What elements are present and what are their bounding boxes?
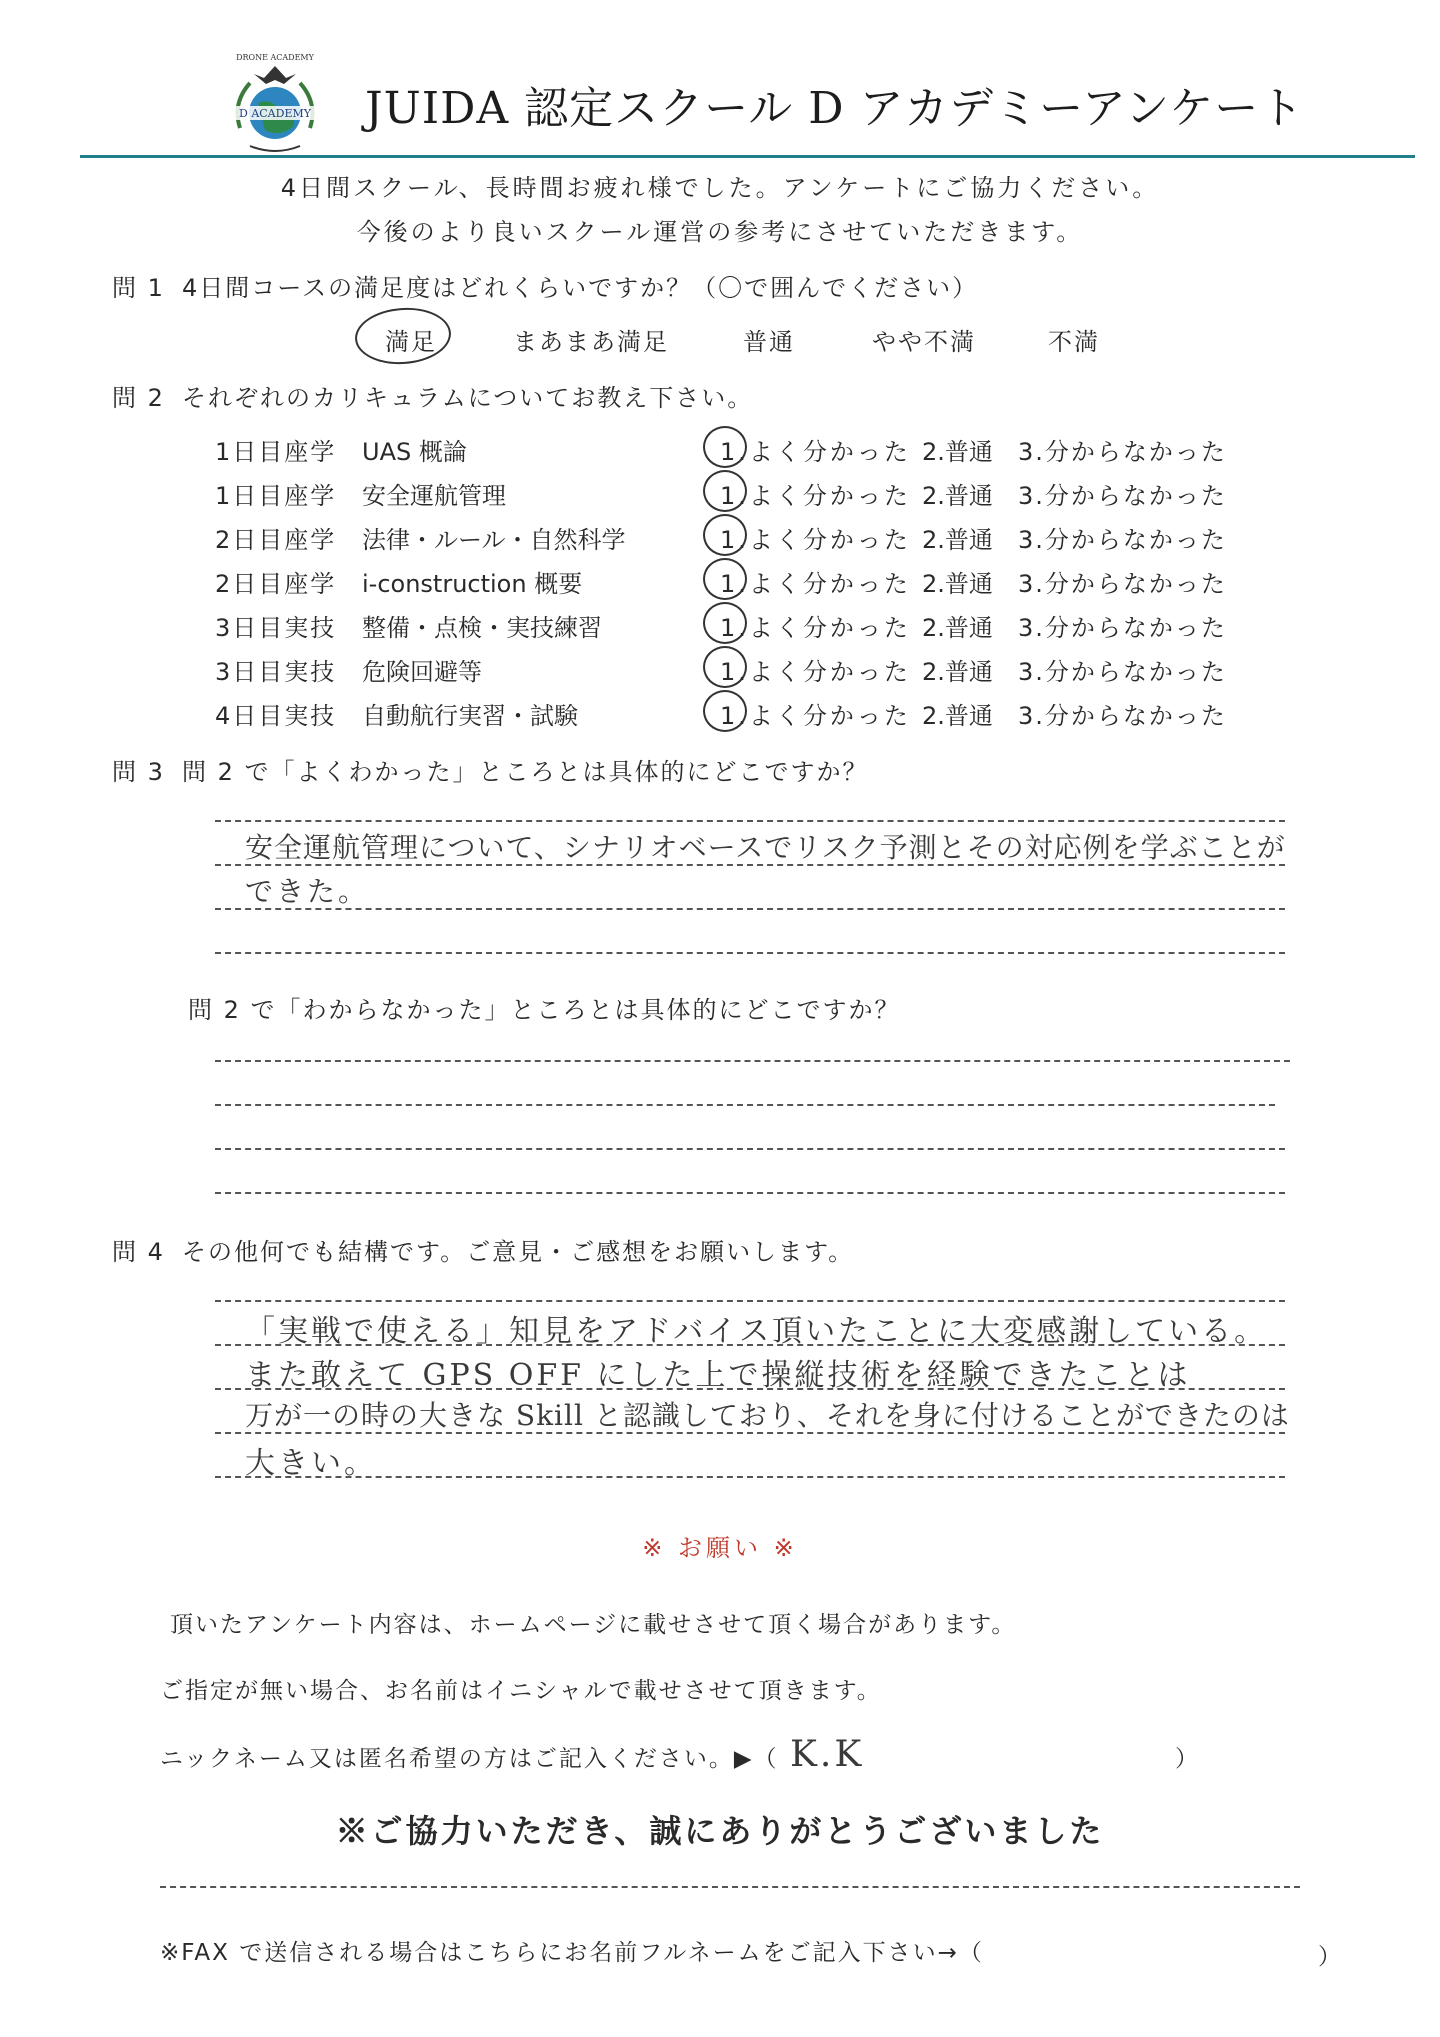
q3-text: 問 2 で「よくわかった」ところとは具体的にどこですか？ bbox=[182, 758, 869, 786]
q3-number: 問 3 bbox=[112, 758, 165, 786]
q2-answer-2[interactable]: 2.普通 bbox=[922, 570, 993, 598]
q2-question bbox=[112, 378, 753, 413]
q2-row-7 bbox=[0, 696, 1440, 730]
q2-row-topic: 法律・ルール・自然科学 bbox=[362, 526, 626, 554]
q2-row-1 bbox=[0, 432, 1440, 466]
q2-answer-2[interactable]: 2.普通 bbox=[922, 614, 993, 642]
q3-handwritten-line-2[interactable]: できた。 bbox=[245, 875, 370, 908]
q2-answer-2[interactable]: 2.普通 bbox=[922, 526, 993, 554]
q4-text: その他何でも結構です。ご意見・ご感想をお願いします。 bbox=[182, 1238, 855, 1266]
thanks-message: ※ご協力いただき、誠にありがとうございました bbox=[335, 1812, 1105, 1850]
q1-question bbox=[112, 268, 978, 303]
fax-close-paren: ） bbox=[1318, 1944, 1343, 1970]
q2-answer-3[interactable]: 3.分からなかった bbox=[1018, 702, 1227, 730]
q4-question bbox=[112, 1232, 854, 1267]
q3-sub-answer-line bbox=[215, 1104, 1275, 1106]
nickname-label: ニックネーム又は匿名希望の方はご記入ください。▶（ bbox=[160, 1746, 779, 1772]
header-rule bbox=[80, 155, 1415, 158]
q3-sub-answer-line bbox=[215, 1060, 1290, 1062]
q1-option-2[interactable]: まあまあ満足 bbox=[513, 328, 669, 356]
q2-row-4 bbox=[0, 564, 1440, 598]
q4-answer-line bbox=[215, 1300, 1285, 1302]
fax-label: ※FAX で送信される場合はこちらにお名前フルネームをご記入下さい→（ bbox=[160, 1940, 984, 1966]
q2-answer-3[interactable]: 3.分からなかった bbox=[1018, 658, 1227, 686]
q2-answer-2[interactable]: 2.普通 bbox=[922, 702, 993, 730]
notice-line-2: ご指定が無い場合、お名前はイニシャルで載せさせて頂きます。 bbox=[160, 1678, 882, 1704]
q4-handwritten-line-4[interactable]: 大きい。 bbox=[245, 1446, 377, 1481]
q2-row-day: 4日目実技 bbox=[215, 702, 337, 730]
q2-text: それぞれのカリキュラムについてお教え下さい。 bbox=[182, 384, 754, 412]
q1-number: 問 1 bbox=[112, 274, 165, 302]
q2-row-topic: UAS 概論 bbox=[362, 438, 467, 466]
nickname-close-paren: ） bbox=[1175, 1746, 1200, 1772]
q3-sub-answer-line bbox=[215, 1148, 1285, 1150]
q2-answer-1[interactable]: 1.よく分かった bbox=[720, 658, 911, 686]
q1-option-3[interactable]: 普通 bbox=[743, 328, 795, 356]
q2-row-5 bbox=[0, 608, 1440, 642]
q3-answer-line bbox=[215, 820, 1285, 822]
q2-row-day: 3日目実技 bbox=[215, 658, 337, 686]
q2-answer-3[interactable]: 3.分からなかった bbox=[1018, 438, 1227, 466]
logo-band-text: D ACADEMY bbox=[239, 107, 311, 120]
q2-number: 問 2 bbox=[112, 384, 165, 412]
q2-row-day: 2日目座学 bbox=[215, 570, 337, 598]
q4-handwritten-line-2[interactable]: また敢えて GPS OFF にした上で操縦技術を経験できたことは bbox=[245, 1358, 1191, 1393]
q4-handwritten-line-1[interactable]: 「実戦で使える」知見をアドバイス頂いたことに大変感謝している。 bbox=[245, 1314, 1268, 1349]
q3-sub-question: 問 2 で「わからなかった」ところとは具体的にどこですか？ bbox=[188, 996, 901, 1024]
q1-option-4[interactable]: やや不満 bbox=[872, 328, 976, 356]
notice-line-1: 頂いたアンケート内容は、ホームページに載せさせて頂く場合があります。 bbox=[170, 1612, 1017, 1638]
q1-selection-circle bbox=[353, 305, 453, 368]
q4-handwritten-line-3[interactable]: 万が一の時の大きな Skill と認識しており、それを身に付けることができたのは bbox=[245, 1399, 1290, 1432]
q3-answer-line bbox=[215, 952, 1285, 954]
q2-answer-1[interactable]: 1.よく分かった bbox=[720, 570, 911, 598]
q2-row-day: 1日目座学 bbox=[215, 438, 337, 466]
page-title: JUIDA 認定スクール D アカデミーアンケート bbox=[365, 83, 1305, 134]
q1-text: 4日間コースの満足度はどれくらいですか？（〇で囲んでください） bbox=[182, 274, 979, 302]
footer-divider bbox=[160, 1886, 1300, 1888]
q4-number: 問 4 bbox=[112, 1238, 165, 1266]
q3-handwritten-line-1[interactable]: 安全運航管理について、シナリオベースでリスク予測とその対応例を学ぶことが bbox=[245, 831, 1286, 864]
q2-row-3 bbox=[0, 520, 1440, 554]
nickname-handwritten-value[interactable]: K.K bbox=[790, 1734, 865, 1775]
logo-top-text: DRONE ACADEMY bbox=[236, 53, 314, 62]
q3-sub-answer-line bbox=[215, 1192, 1285, 1194]
q2-answer-3[interactable]: 3.分からなかった bbox=[1018, 614, 1227, 642]
q2-row-topic: 整備・点検・実技練習 bbox=[362, 614, 602, 642]
q3-question bbox=[112, 752, 869, 787]
notice-title: ※ お願い ※ bbox=[642, 1534, 798, 1562]
q1-option-5[interactable]: 不満 bbox=[1048, 328, 1100, 356]
q3-answer-line bbox=[215, 908, 1285, 910]
q2-row-day: 1日目座学 bbox=[215, 482, 337, 510]
q2-answer-3[interactable]: 3.分からなかった bbox=[1018, 570, 1227, 598]
q2-answer-2[interactable]: 2.普通 bbox=[922, 438, 993, 466]
intro-line-2: 今後のより良いスクール運営の参考にさせていただきます。 bbox=[356, 218, 1084, 246]
academy-logo bbox=[220, 48, 330, 158]
q1-option-1[interactable]: 満足 bbox=[385, 328, 437, 356]
q2-answer-1[interactable]: 1.よく分かった bbox=[720, 614, 911, 642]
q2-answer-3[interactable]: 3.分からなかった bbox=[1018, 526, 1227, 554]
q2-answer-3[interactable]: 3.分からなかった bbox=[1018, 482, 1227, 510]
intro-line-1: 4日間スクール、長時間お疲れ様でした。アンケートにご協力ください。 bbox=[280, 174, 1160, 202]
q2-row-day: 2日目座学 bbox=[215, 526, 337, 554]
q2-row-topic: i-construction 概要 bbox=[362, 570, 583, 598]
q2-row-day: 3日目実技 bbox=[215, 614, 337, 642]
q2-row-2 bbox=[0, 476, 1440, 510]
q2-answer-1[interactable]: 1.よく分かった bbox=[720, 702, 911, 730]
q2-row-topic: 自動航行実習・試験 bbox=[362, 702, 578, 730]
q2-answer-2[interactable]: 2.普通 bbox=[922, 658, 993, 686]
q2-row-topic: 危険回避等 bbox=[362, 658, 482, 686]
q2-answer-1[interactable]: 1.よく分かった bbox=[720, 482, 911, 510]
q2-answer-2[interactable]: 2.普通 bbox=[922, 482, 993, 510]
q2-answer-1[interactable]: 1.よく分かった bbox=[720, 438, 911, 466]
q2-row-6 bbox=[0, 652, 1440, 686]
q2-row-topic: 安全運航管理 bbox=[362, 482, 506, 510]
q2-answer-1[interactable]: 1.よく分かった bbox=[720, 526, 911, 554]
